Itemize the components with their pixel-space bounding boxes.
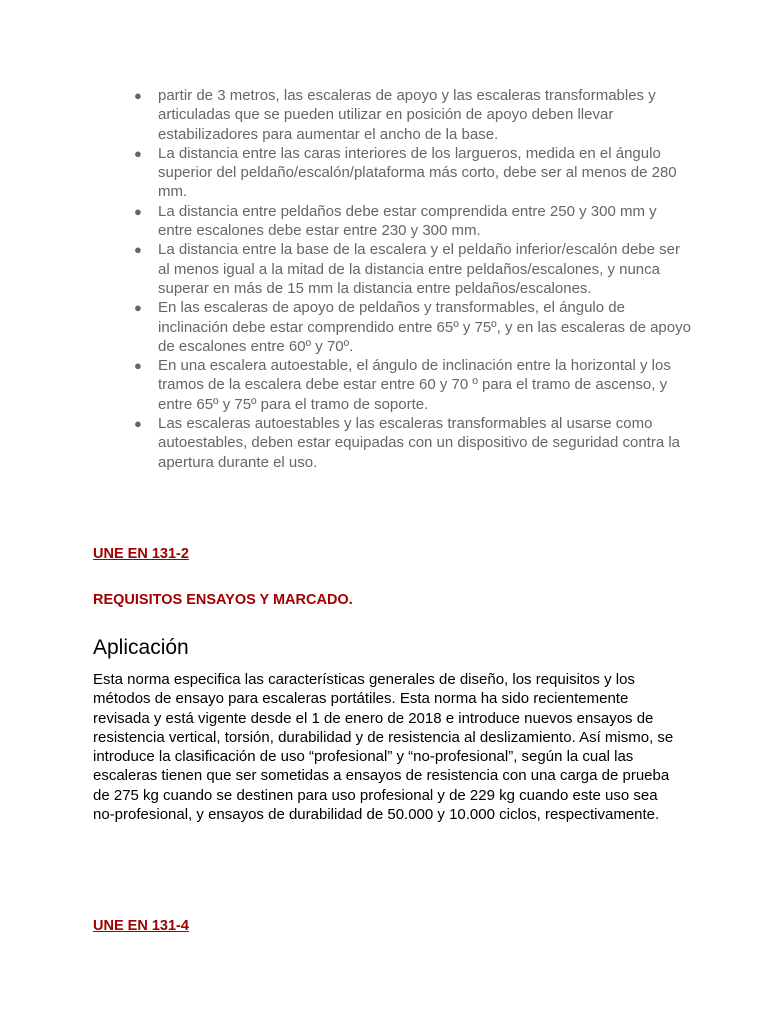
bullet-icon: ● — [134, 88, 142, 103]
list-item — [132, 202, 692, 241]
bullet-icon: ● — [134, 416, 142, 432]
standard-heading-131-4: UNE EN 131-4 — [93, 918, 189, 934]
requisitos-heading: REQUISITOS ENSAYOS Y MARCADO. — [93, 592, 353, 608]
bullet-text: Las escaleras autoestables y las escaleras transformables al usarse como autoestables, deben estar equipadas con un dispositivo de seguridad contra la apertura durante el uso. — [158, 415, 681, 471]
bullet-text: En las escaleras de apoyo de peldaños y transformables, el ángulo de inclinación debe estar comprendido entre 65º y 75º, y en las escaleras de apoyo de escalones entre 60º y 70º. — [158, 299, 691, 355]
list-item — [132, 356, 692, 414]
standard-heading-131-2: UNE EN 131-2 — [93, 546, 189, 562]
list-item — [132, 240, 692, 298]
requirements-bullet-list — [132, 86, 692, 472]
aplicacion-title: Aplicación — [93, 636, 189, 659]
bullet-icon: ● — [134, 300, 142, 316]
list-item — [132, 298, 692, 356]
bullet-icon: ● — [134, 145, 142, 161]
list-item — [132, 144, 692, 202]
bullet-text: La distancia entre la base de la escalera y el peldaño inferior/escalón debe ser al menos igual a la mitad de la distancia entre peldaños/escalones, y nunca superar en más de 15 mm la distancia entre peldaños/escalones. — [158, 241, 680, 297]
bullet-icon: ● — [134, 203, 142, 219]
bullet-text: La distancia entre las caras interiores de los largueros, medida en el ángulo superior del peldaño/escalón/plataforma más corto, debe ser al menos de 280 mm. — [158, 144, 677, 201]
bullet-icon: ● — [134, 242, 142, 258]
bullet-text: La distancia entre peldaños debe estar comprendida entre 250 y 300 mm y entre escalones debe estar entre 230 y 300 mm. — [158, 202, 657, 240]
list-item — [132, 86, 692, 144]
aplicacion-paragraph: Esta norma especifica las características generales de diseño, los requisitos y los métodos de ensayo para escaleras portátiles. Esta norma ha sido recientemente revisada y está vigente desde el 1 de enero de 2018 e introduce nuevos ensayos de resistencia vertical, torsión, durabilidad y de resistencia al deslizamiento. Así mismo, se introduce la clasificación de uso “profesional” y “no-profesional”, según la cual las escaleras tienen que ser sometidas a ensayos de resistencia con una carga de prueba de 275 kg cuando se destinen para uso profesional y de 229 kg cuando este uso sea no-profesional, y ensayos de durabilidad de 50.000 y 10.000 ciclos, respectivamente. — [93, 671, 674, 824]
bullet-text: partir de 3 metros, las escaleras de apoyo y las escaleras transformables y articuladas que se pueden utilizar en posición de apoyo deben llevar estabilizadores para aumentar el ancho de la base. — [158, 87, 656, 143]
bullet-text: En una escalera autoestable, el ángulo de inclinación entre la horizontal y los tramos de la escalera debe estar entre 60 y 70 º para el tramo de ascenso, y entre 65º y 75º para el tramo de soporte. — [158, 357, 671, 413]
bullet-icon: ● — [134, 358, 142, 374]
list-item — [132, 414, 692, 472]
